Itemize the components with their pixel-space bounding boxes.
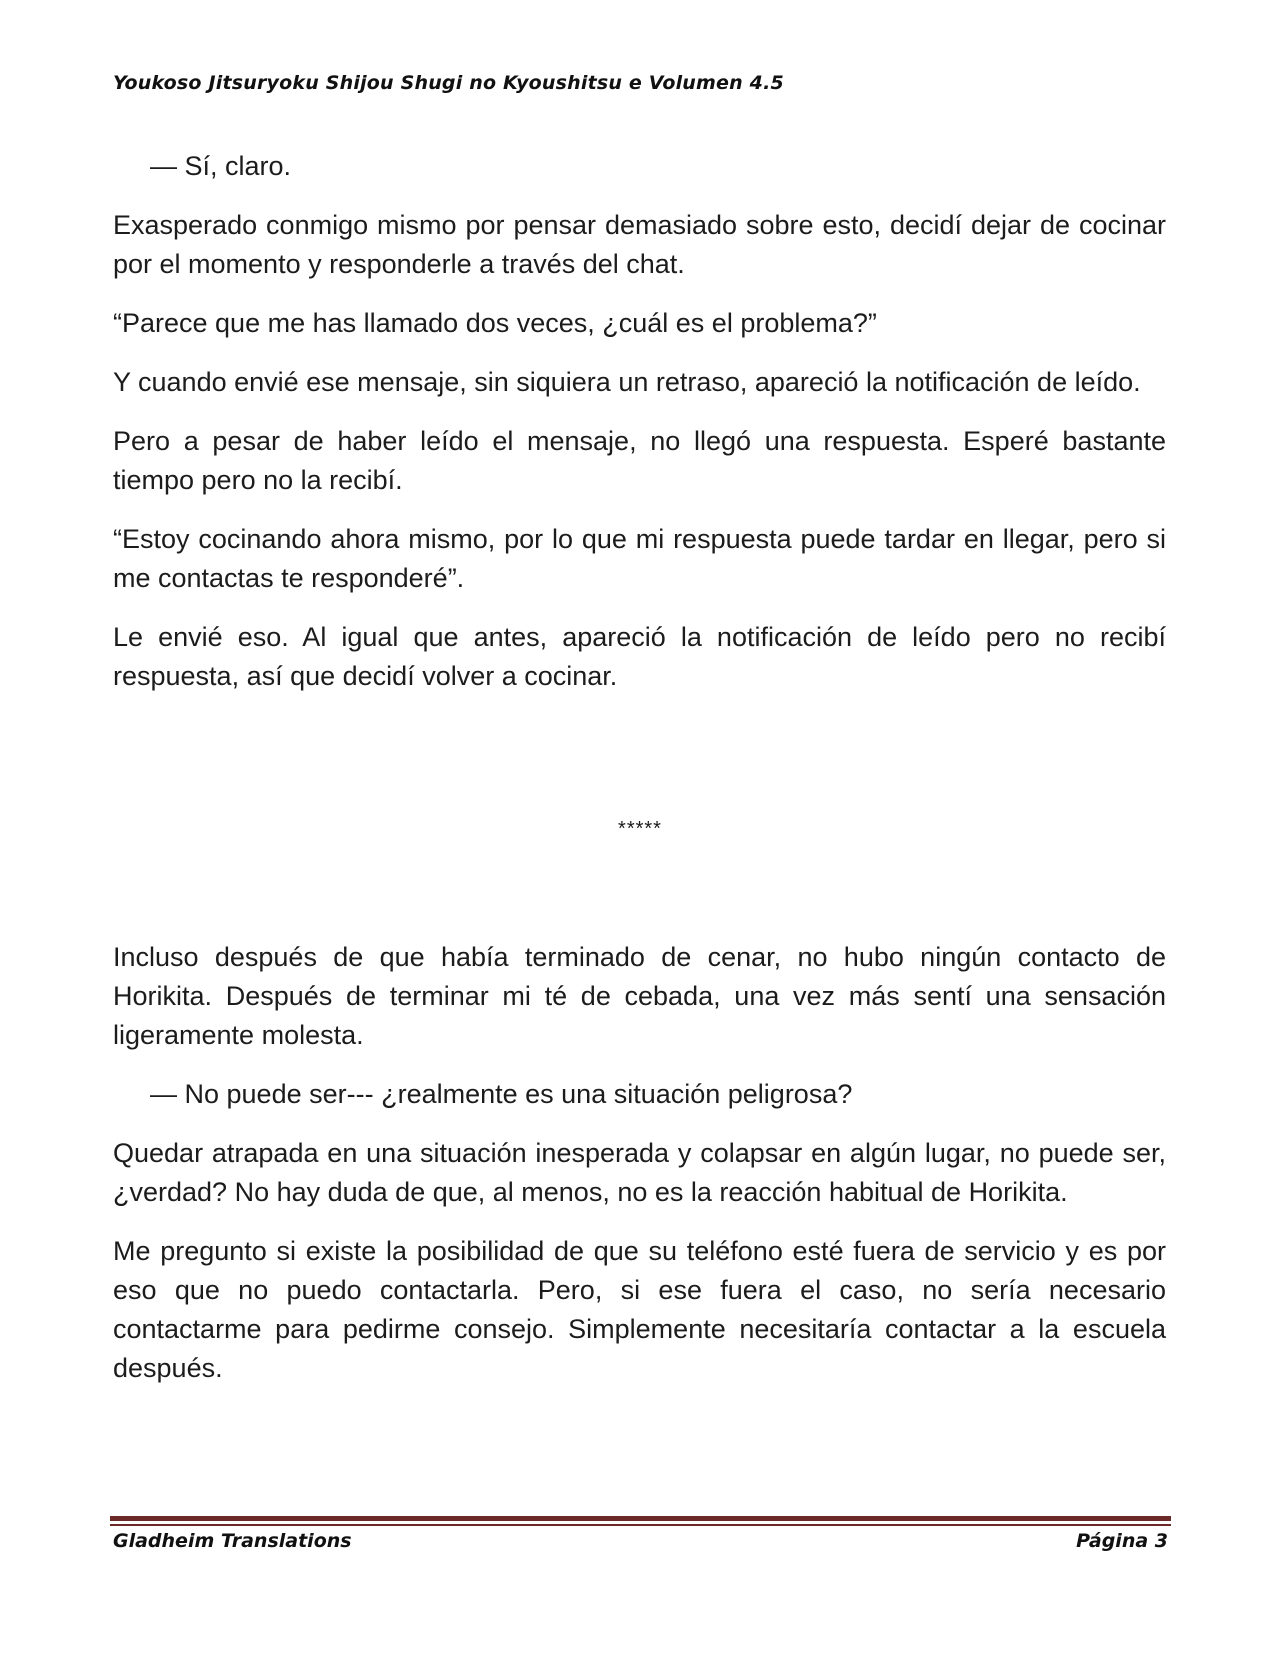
body-section-1 — [113, 147, 1166, 716]
paragraph: Me pregunto si existe la posibilidad de que su teléfono esté fuera de servicio y es por eso que no puedo contactarla. Pero, si ese fuera el caso, no sería necesario contactarme para pedirme consejo. Simplemente necesitaría contactar a la escuela después. — [113, 1236, 1166, 1383]
footer-rule-thin — [110, 1524, 1171, 1526]
page-number: Página 3 — [1076, 1530, 1168, 1552]
paragraph: Exasperado conmigo mismo por pensar demasiado sobre esto, decidí dejar de cocinar por el momento y responderle a través del chat. — [113, 210, 1166, 279]
running-header: Youkoso Jitsuryoku Shijou Shugi no Kyoushitsu e Volumen 4.5 — [113, 72, 784, 94]
paragraph: Le envié eso. Al igual que antes, apareció la notificación de leído pero no recibí respuesta, así que decidí volver a cocinar. — [113, 622, 1166, 691]
paragraph: — No puede ser--- ¿realmente es una situación peligrosa? — [150, 1079, 853, 1109]
paragraph: Quedar atrapada en una situación inesperada y colapsar en algún lugar, no puede ser, ¿verdad? No hay duda de que, al menos, no es la reacción habitual de Horikita. — [113, 1138, 1166, 1207]
body-section-2 — [113, 938, 1166, 1408]
paragraph: “Estoy cocinando ahora mismo, por lo que mi respuesta puede tardar en llegar, pero si me contactas te responderé”. — [113, 524, 1166, 593]
footer-credit: Gladheim Translations — [113, 1530, 352, 1552]
paragraph: Incluso después de que había terminado de cenar, no hubo ningún contacto de Horikita. Después de terminar mi té de cebada, una vez más sentí una sensación ligeramente molesta. — [113, 942, 1166, 1050]
scene-break: ***** — [618, 818, 662, 840]
paragraph: Pero a pesar de haber leído el mensaje, no llegó una respuesta. Esperé bastante tiempo pero no la recibí. — [113, 426, 1166, 495]
paragraph: — Sí, claro. — [150, 151, 292, 181]
paragraph: “Parece que me has llamado dos veces, ¿cuál es el problema?” — [113, 308, 877, 338]
paragraph: Y cuando envié ese mensaje, sin siquiera un retraso, apareció la notificación de leído. — [113, 367, 1141, 397]
footer-rule — [110, 1516, 1171, 1521]
